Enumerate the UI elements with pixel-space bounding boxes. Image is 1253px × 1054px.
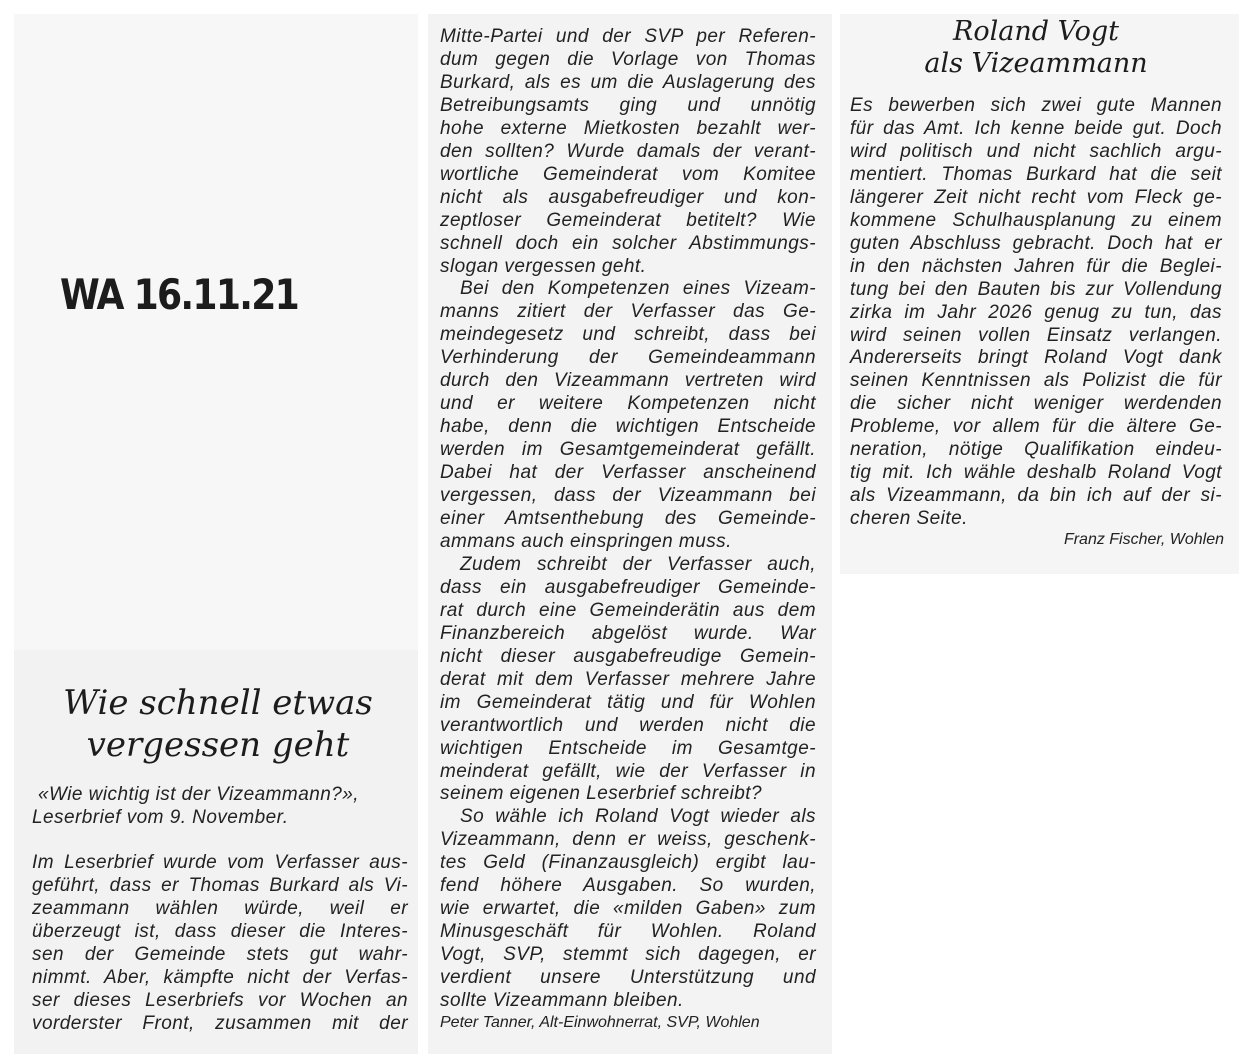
letter1-continued-line: meindegesetz und schreibt, dass bei: [440, 324, 816, 346]
letter1-continued-line: hohe externe Mietkosten bezahlt wer-: [440, 117, 816, 139]
letter1-continued-line: Zudem schreibt der Verfasser auch,: [460, 553, 816, 575]
date-stamp: WA 16.11.21: [60, 270, 299, 319]
letter1-headline-line: vergessen geht: [86, 725, 350, 765]
letter1-continued-line: nicht dieser ausgabefreudige Gemein-: [440, 645, 816, 667]
letter1-continued-line: manns zitiert der Verfasser das Ge-: [440, 301, 816, 323]
letter1-continued-line: tes Geld (Finanzausgleich) ergibt lau-: [440, 852, 816, 874]
letter2-body-line: Probleme, vor allem für die ältere Ge-: [850, 416, 1222, 438]
letter1-continued-line: und er weitere Kompetenzen nicht: [440, 393, 816, 415]
letter1-continued-line: seinem eigenen Leserbrief schreibt?: [440, 783, 763, 805]
letter1-continued-line: meinderat gefällt, wie der Verfasser in: [440, 760, 816, 782]
letter2-body-line: mentiert. Thomas Burkard hat die seit: [850, 163, 1222, 185]
letter1-body-line: Im Leserbrief wurde vom Verfasser aus-: [32, 852, 408, 873]
letter1-continued-line: Vizeammann, denn er weiss, geschenk-: [440, 829, 816, 851]
letter2-body-line: wird seinen vollen Einsatz verlangen.: [850, 324, 1222, 346]
letter1-intro-line: «Wie wichtig ist der Vizeammann?»,: [38, 784, 360, 805]
letter1-continued-line: fend höhere Ausgaben. So wurden,: [440, 875, 816, 897]
letter1-continued-line: slogan vergessen geht.: [440, 255, 647, 277]
letter1-continued-line: dass ein ausgabefreudiger Gemeinde-: [440, 576, 816, 598]
letter2-body-line: die sicher nicht weniger werdenden: [850, 393, 1222, 415]
letter1-continued-line: Minusgeschäft für Wohlen. Roland: [440, 921, 816, 943]
letter2-body-line: Es bewerben sich zwei gute Mannen: [850, 95, 1222, 116]
letter2-body-line: tung bei den Bauten bis zur Vollendung: [850, 278, 1222, 300]
letter1-continued-line: schnell doch ein solcher Abstimmungs-: [440, 232, 816, 254]
letter1-continued-line: Betreibungsamts ging und unnötig: [440, 94, 816, 116]
letter1-body-line: sen der Gemeinde stets gut wahr-: [32, 943, 408, 965]
letter2-body-line: zirka im Jahr 2026 genug zu tun, das: [850, 301, 1222, 323]
letter1-intro-line: Leserbrief vom 9. November.: [32, 806, 289, 828]
letter1-continued-line: wortliche Gemeinderat vom Komitee: [440, 163, 816, 185]
letter1-continued-line: Bei den Kompetenzen eines Vizeam-: [460, 278, 816, 300]
letter1-continued-line: verdient unsere Unterstützung und: [440, 967, 816, 989]
letter1-continued-line: Vogt, SVP, stemmt sich dagegen, er: [440, 944, 816, 966]
letter2-body-line: neration, nötige Qualifikation eindeu-: [850, 439, 1222, 461]
letter1-body-line: geführt, dass er Thomas Burkard als Vi-: [32, 874, 408, 896]
letter2-body-line: Andererseits bringt Roland Vogt dank: [850, 347, 1222, 369]
letter2-body-line: guten Abschluss gebracht. Doch hat er: [850, 232, 1222, 254]
letter1-continued-line: Verhinderung der Gemeindeammann: [440, 347, 816, 369]
letter1-headline-line: Wie schnell etwas: [63, 683, 373, 723]
letter2-body-line: in den nächsten Jahren für die Beglei-: [850, 255, 1222, 277]
letter1-body-line: nimmt. Aber, kämpfte nicht der Verfas-: [32, 966, 408, 988]
letter2-headline-line: als Vizeammann: [924, 48, 1148, 79]
letter2-body-line: für das Amt. Ich kenne beide gut. Doch: [850, 117, 1222, 139]
letter1-continued-line: habe, denn die wichtigen Entscheide: [440, 416, 816, 438]
letter2-headline-line: Roland Vogt: [953, 16, 1119, 47]
letter2-body-line: wird politisch und nicht sachlich argu-: [850, 140, 1222, 162]
letter1-body-line: zeammann wählen würde, weil er: [32, 897, 408, 919]
letter1-continued-line: verantwortlich und werden nicht die: [440, 714, 816, 736]
letter1-continued-line: durch den Vizeammann vertreten wird: [440, 370, 816, 392]
letter1-continued-line: rat durch eine Gemeinderätin aus dem: [440, 599, 816, 621]
clipping-background-left: [14, 14, 418, 650]
letter1-continued-line: vergessen, dass der Vizeammann bei: [440, 485, 816, 507]
letter1-signature: Peter Tanner, Alt-Einwohnerrat, SVP, Wohlen: [440, 1014, 760, 1031]
letter2-body-line: längerer Zeit nicht recht vom Fleck ge-: [850, 186, 1222, 208]
letter2-body-line: als Vizeammann, da bin ich auf der si-: [850, 485, 1222, 507]
letter1-continued-line: Dabei hat der Verfasser anscheinend: [440, 462, 816, 484]
letter1-intro: [32, 784, 408, 830]
letter1-body-line: ser dieses Leserbriefs vor Wochen an: [32, 989, 408, 1011]
letter1-continued-line: Finanzbereich abgelöst wurde. War: [440, 622, 816, 644]
letter1-continued-line: nicht als ausgabefreudiger und kon-: [440, 186, 816, 208]
letter1-continued-line: So wähle ich Roland Vogt wieder als: [460, 806, 816, 828]
letter2-signature: Franz Fischer, Wohlen: [1063, 531, 1224, 548]
letter1-continued-line: ammans auch einspringen muss.: [440, 530, 732, 552]
letter1-body-line: überzeugt ist, dass dieser die Interes-: [32, 920, 408, 942]
letter2-body-line: cheren Seite.: [850, 508, 968, 530]
letter2-headline: [850, 16, 1222, 80]
letter1-body-start: [32, 852, 408, 1036]
letter1-body-continued: [440, 26, 816, 1013]
letter1-continued-line: den sollten? Wurde damals der verant-: [440, 140, 816, 162]
letter1-continued-line: sollte Vizeammann bleiben.: [440, 990, 684, 1012]
letter1-continued-line: im Gemeinderat tätig und für Wohlen: [440, 691, 816, 713]
letter2-body-line: tig mit. Ich wähle deshalb Roland Vogt: [850, 462, 1222, 484]
letter1-continued-line: Burkard, als es um die Auslagerung des: [440, 71, 816, 93]
letter1-continued-line: wichtigen Entscheide im Gesamtge-: [440, 737, 816, 759]
letter1-continued-line: zeptloser Gemeinderat betitelt? Wie: [440, 209, 816, 231]
letter1-continued-line: einer Amtsenthebung des Gemeinde-: [440, 508, 816, 530]
letter2-body-line: kommene Schulhausplanung zu einem: [850, 209, 1222, 231]
letter1-continued-line: werden im Gesamtgemeinderat gefällt.: [440, 439, 816, 461]
letter1-continued-line: Mitte-Partei und der SVP per Referen-: [440, 26, 816, 47]
letter2-body-line: seinen Kenntnissen als Polizist die für: [850, 370, 1222, 392]
letter2-body: [850, 95, 1222, 531]
letter1-continued-line: wie erwartet, die «milden Gaben» zum: [440, 898, 816, 920]
letter1-continued-line: derat mit dem Verfasser mehrere Jahre: [440, 668, 816, 690]
letter1-headline: [28, 682, 408, 766]
letter1-continued-line: dum gegen die Vorlage von Thomas: [440, 48, 816, 70]
letter1-body-line: vorderster Front, zusammen mit der: [32, 1012, 408, 1034]
